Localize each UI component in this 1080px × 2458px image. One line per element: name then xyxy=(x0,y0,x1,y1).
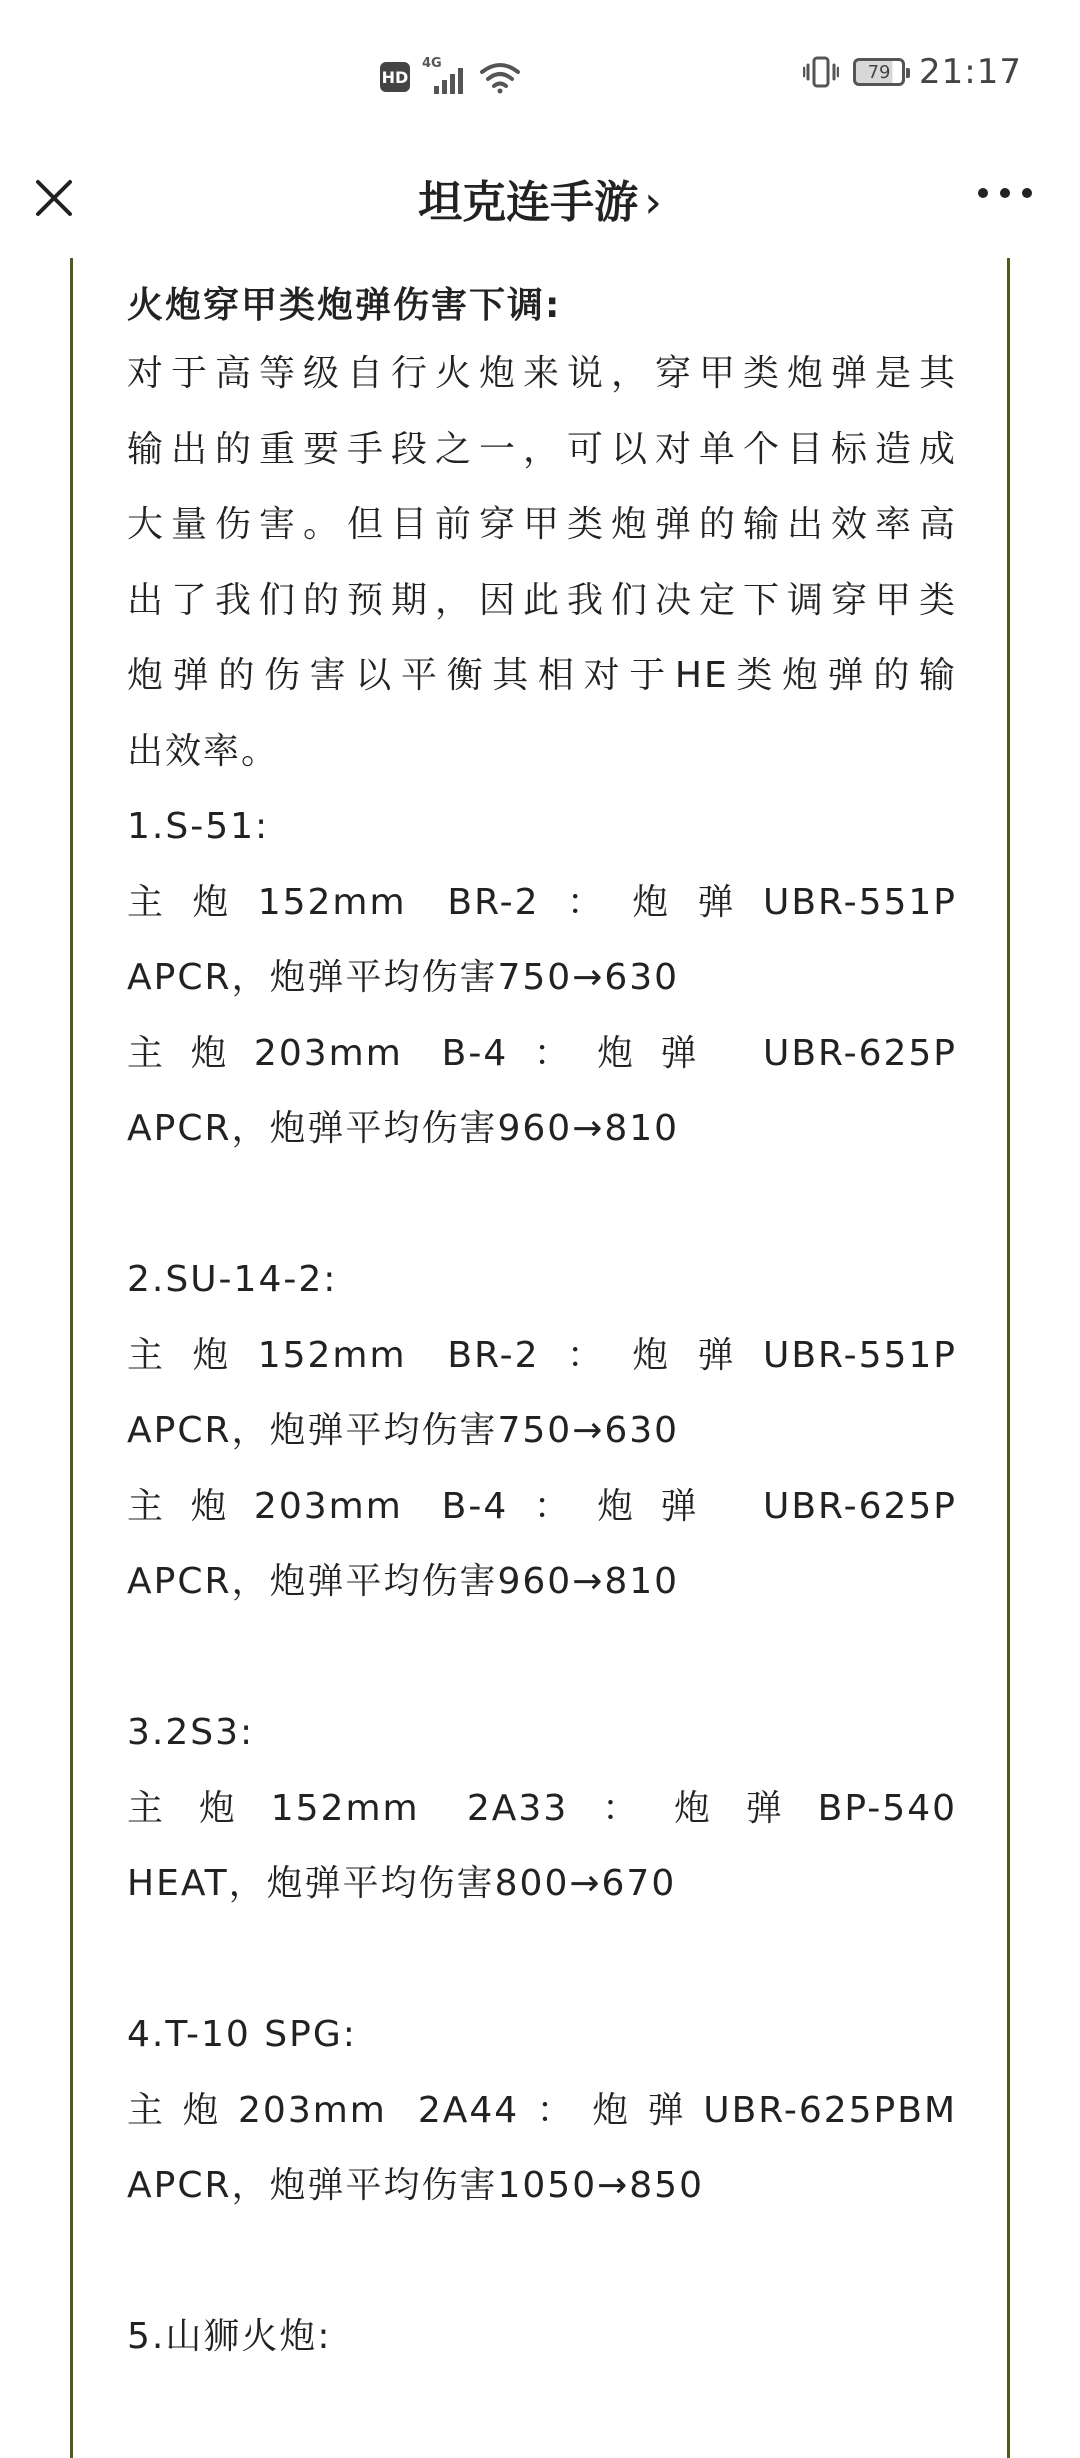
wifi-icon xyxy=(478,60,522,94)
battery-icon xyxy=(853,58,905,86)
account-title-link[interactable] xyxy=(0,166,1080,230)
article-heading: 火炮穿甲类炮弹伤害下调: xyxy=(127,285,562,326)
intro-line: 输出的重要手段之一，可以对单个目标造成 xyxy=(127,428,957,470)
spacer xyxy=(127,2224,957,2300)
intro-line: 对于高等级自行火炮来说，穿甲类炮弹是其 xyxy=(127,353,957,394)
vibrate-icon xyxy=(803,55,839,89)
network-type: 4G xyxy=(422,56,442,71)
section-title: 1.S-51: xyxy=(127,806,270,847)
section-line: 主炮152mm BR-2：炮弹UBR-551P xyxy=(127,1334,957,1376)
intro-line: 出了我们的预期，因此我们决定下调穿甲类 xyxy=(127,579,957,621)
intro-line: 大量伤害。但目前穿甲类炮弹的输出效率高 xyxy=(127,504,957,545)
status-icons xyxy=(380,56,522,94)
section-line: 主炮152mm BR-2：炮弹UBR-551P xyxy=(127,881,957,923)
chevron-right-icon: › xyxy=(644,177,662,228)
section-line: APCR，炮弹平均伤害960→810 xyxy=(127,1561,680,1602)
section-line: 主炮203mm B-4：炮弹 UBR-625P xyxy=(127,1485,957,1527)
section-title: 2.SU-14-2: xyxy=(127,1259,338,1300)
intro-line: 出效率。 xyxy=(127,730,280,772)
more-icon[interactable] xyxy=(978,188,1032,198)
clock: 21:17 xyxy=(919,52,1022,92)
section-line: APCR，炮弹平均伤害750→630 xyxy=(127,1410,680,1451)
nav-bar xyxy=(0,150,1080,258)
article-body xyxy=(127,276,957,2375)
section-title: 5.山狮火炮: xyxy=(127,2316,332,2357)
section-line: 主炮203mm B-4：炮弹 UBR-625P xyxy=(127,1032,957,1074)
status-bar xyxy=(0,0,1080,150)
battery-level: 79 xyxy=(867,61,891,83)
section-line: 主炮203mm 2A44：炮弹UBR-625PBM xyxy=(127,2089,957,2131)
section-title: 4.T-10 SPG: xyxy=(127,2014,357,2055)
section-line: 主炮152mm 2A33：炮弹BP-540 xyxy=(127,1787,957,1829)
hd-icon: HD xyxy=(380,62,410,92)
account-name: 坦克连手游 xyxy=(418,177,639,228)
spacer xyxy=(127,1922,957,1998)
section-title: 3.2S3: xyxy=(127,1712,255,1753)
section-line: HEAT，炮弹平均伤害800→670 xyxy=(127,1863,677,1904)
spacer xyxy=(127,1167,957,1243)
section-line: APCR，炮弹平均伤害960→810 xyxy=(127,1108,680,1149)
status-right xyxy=(803,52,1022,92)
intro-line: 炮弹的伤害以平衡其相对于HE类炮弹的输 xyxy=(127,655,957,696)
section-line: APCR，炮弹平均伤害1050→850 xyxy=(127,2165,704,2206)
signal-icon xyxy=(422,56,466,94)
spacer xyxy=(127,1620,957,1696)
section-line: APCR，炮弹平均伤害750→630 xyxy=(127,957,680,998)
